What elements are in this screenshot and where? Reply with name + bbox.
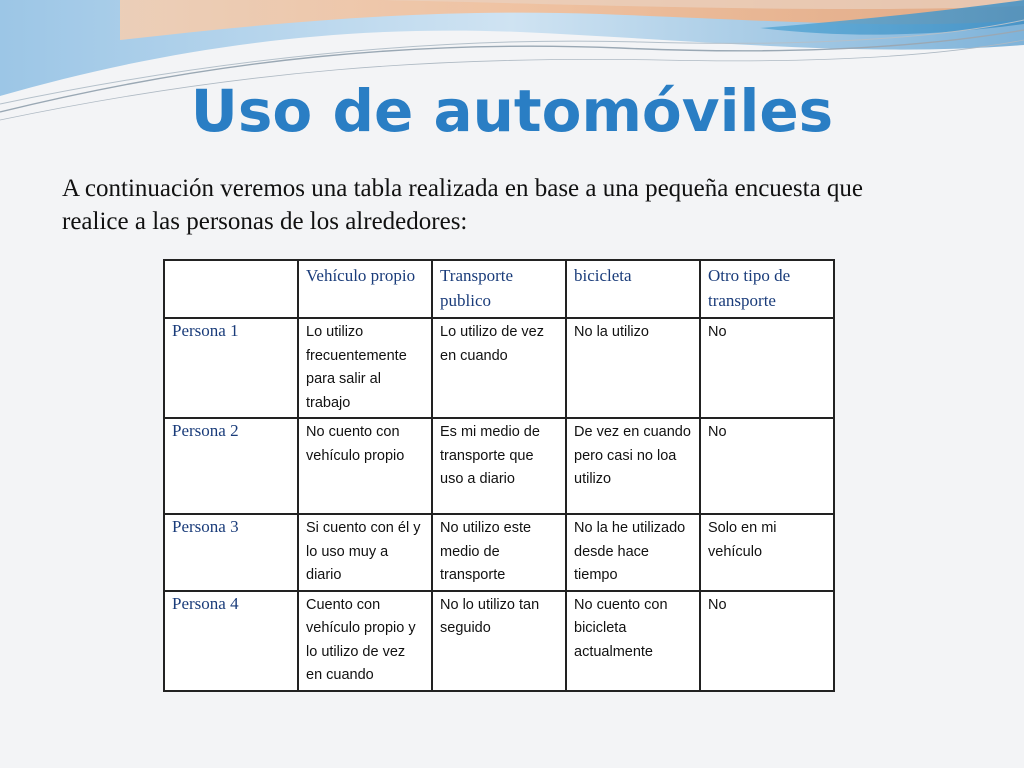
header-vehiculo-propio: Vehículo propio bbox=[298, 260, 432, 318]
row-label-persona-2: Persona 2 bbox=[164, 418, 298, 514]
table-cell: No lo utilizo tan seguido bbox=[432, 591, 566, 691]
header-transporte-publico: Transporte publico bbox=[432, 260, 566, 318]
table-cell: Lo utilizo frecuentemente para salir al trabajo bbox=[298, 318, 432, 418]
corner-cell bbox=[164, 260, 298, 318]
row-label-persona-4: Persona 4 bbox=[164, 591, 298, 691]
table-cell: No la utilizo bbox=[566, 318, 700, 418]
table-cell: No utilizo este medio de transporte bbox=[432, 514, 566, 591]
table-row bbox=[164, 318, 834, 418]
table-row bbox=[164, 418, 834, 514]
survey-table bbox=[163, 259, 835, 692]
table-cell: Cuento con vehículo propio y lo utilizo de vez en cuando bbox=[298, 591, 432, 691]
table-row bbox=[164, 591, 834, 691]
table-cell: No cuento con vehículo propio bbox=[298, 418, 432, 514]
table-cell: De vez en cuando pero casi no loa utilizo bbox=[566, 418, 700, 514]
intro-paragraph: A continuación veremos una tabla realizada en base a una pequeña encuesta que realice a las personas de los alrededores: bbox=[62, 175, 864, 235]
table-cell: No cuento con bicicleta actualmente bbox=[566, 591, 700, 691]
table-cell: Si cuento con él y lo uso muy a diario bbox=[298, 514, 432, 591]
slide-title: Uso de automóviles bbox=[190, 77, 834, 145]
header-otro-transporte: Otro tipo de transporte bbox=[700, 260, 834, 318]
table-cell: No bbox=[700, 591, 834, 691]
table-cell: No bbox=[700, 318, 834, 418]
row-label-persona-1: Persona 1 bbox=[164, 318, 298, 418]
table-cell: Solo en mi vehículo bbox=[700, 514, 834, 591]
table-header-row bbox=[164, 260, 834, 318]
table-cell: No bbox=[700, 418, 834, 514]
table-cell: Lo utilizo de vez en cuando bbox=[432, 318, 566, 418]
table-cell: Es mi medio de transporte que uso a diario bbox=[432, 418, 566, 514]
table-cell: No la he utilizado desde hace tiempo bbox=[566, 514, 700, 591]
header-bicicleta: bicicleta bbox=[566, 260, 700, 318]
row-label-persona-3: Persona 3 bbox=[164, 514, 298, 591]
table-row bbox=[164, 514, 834, 591]
